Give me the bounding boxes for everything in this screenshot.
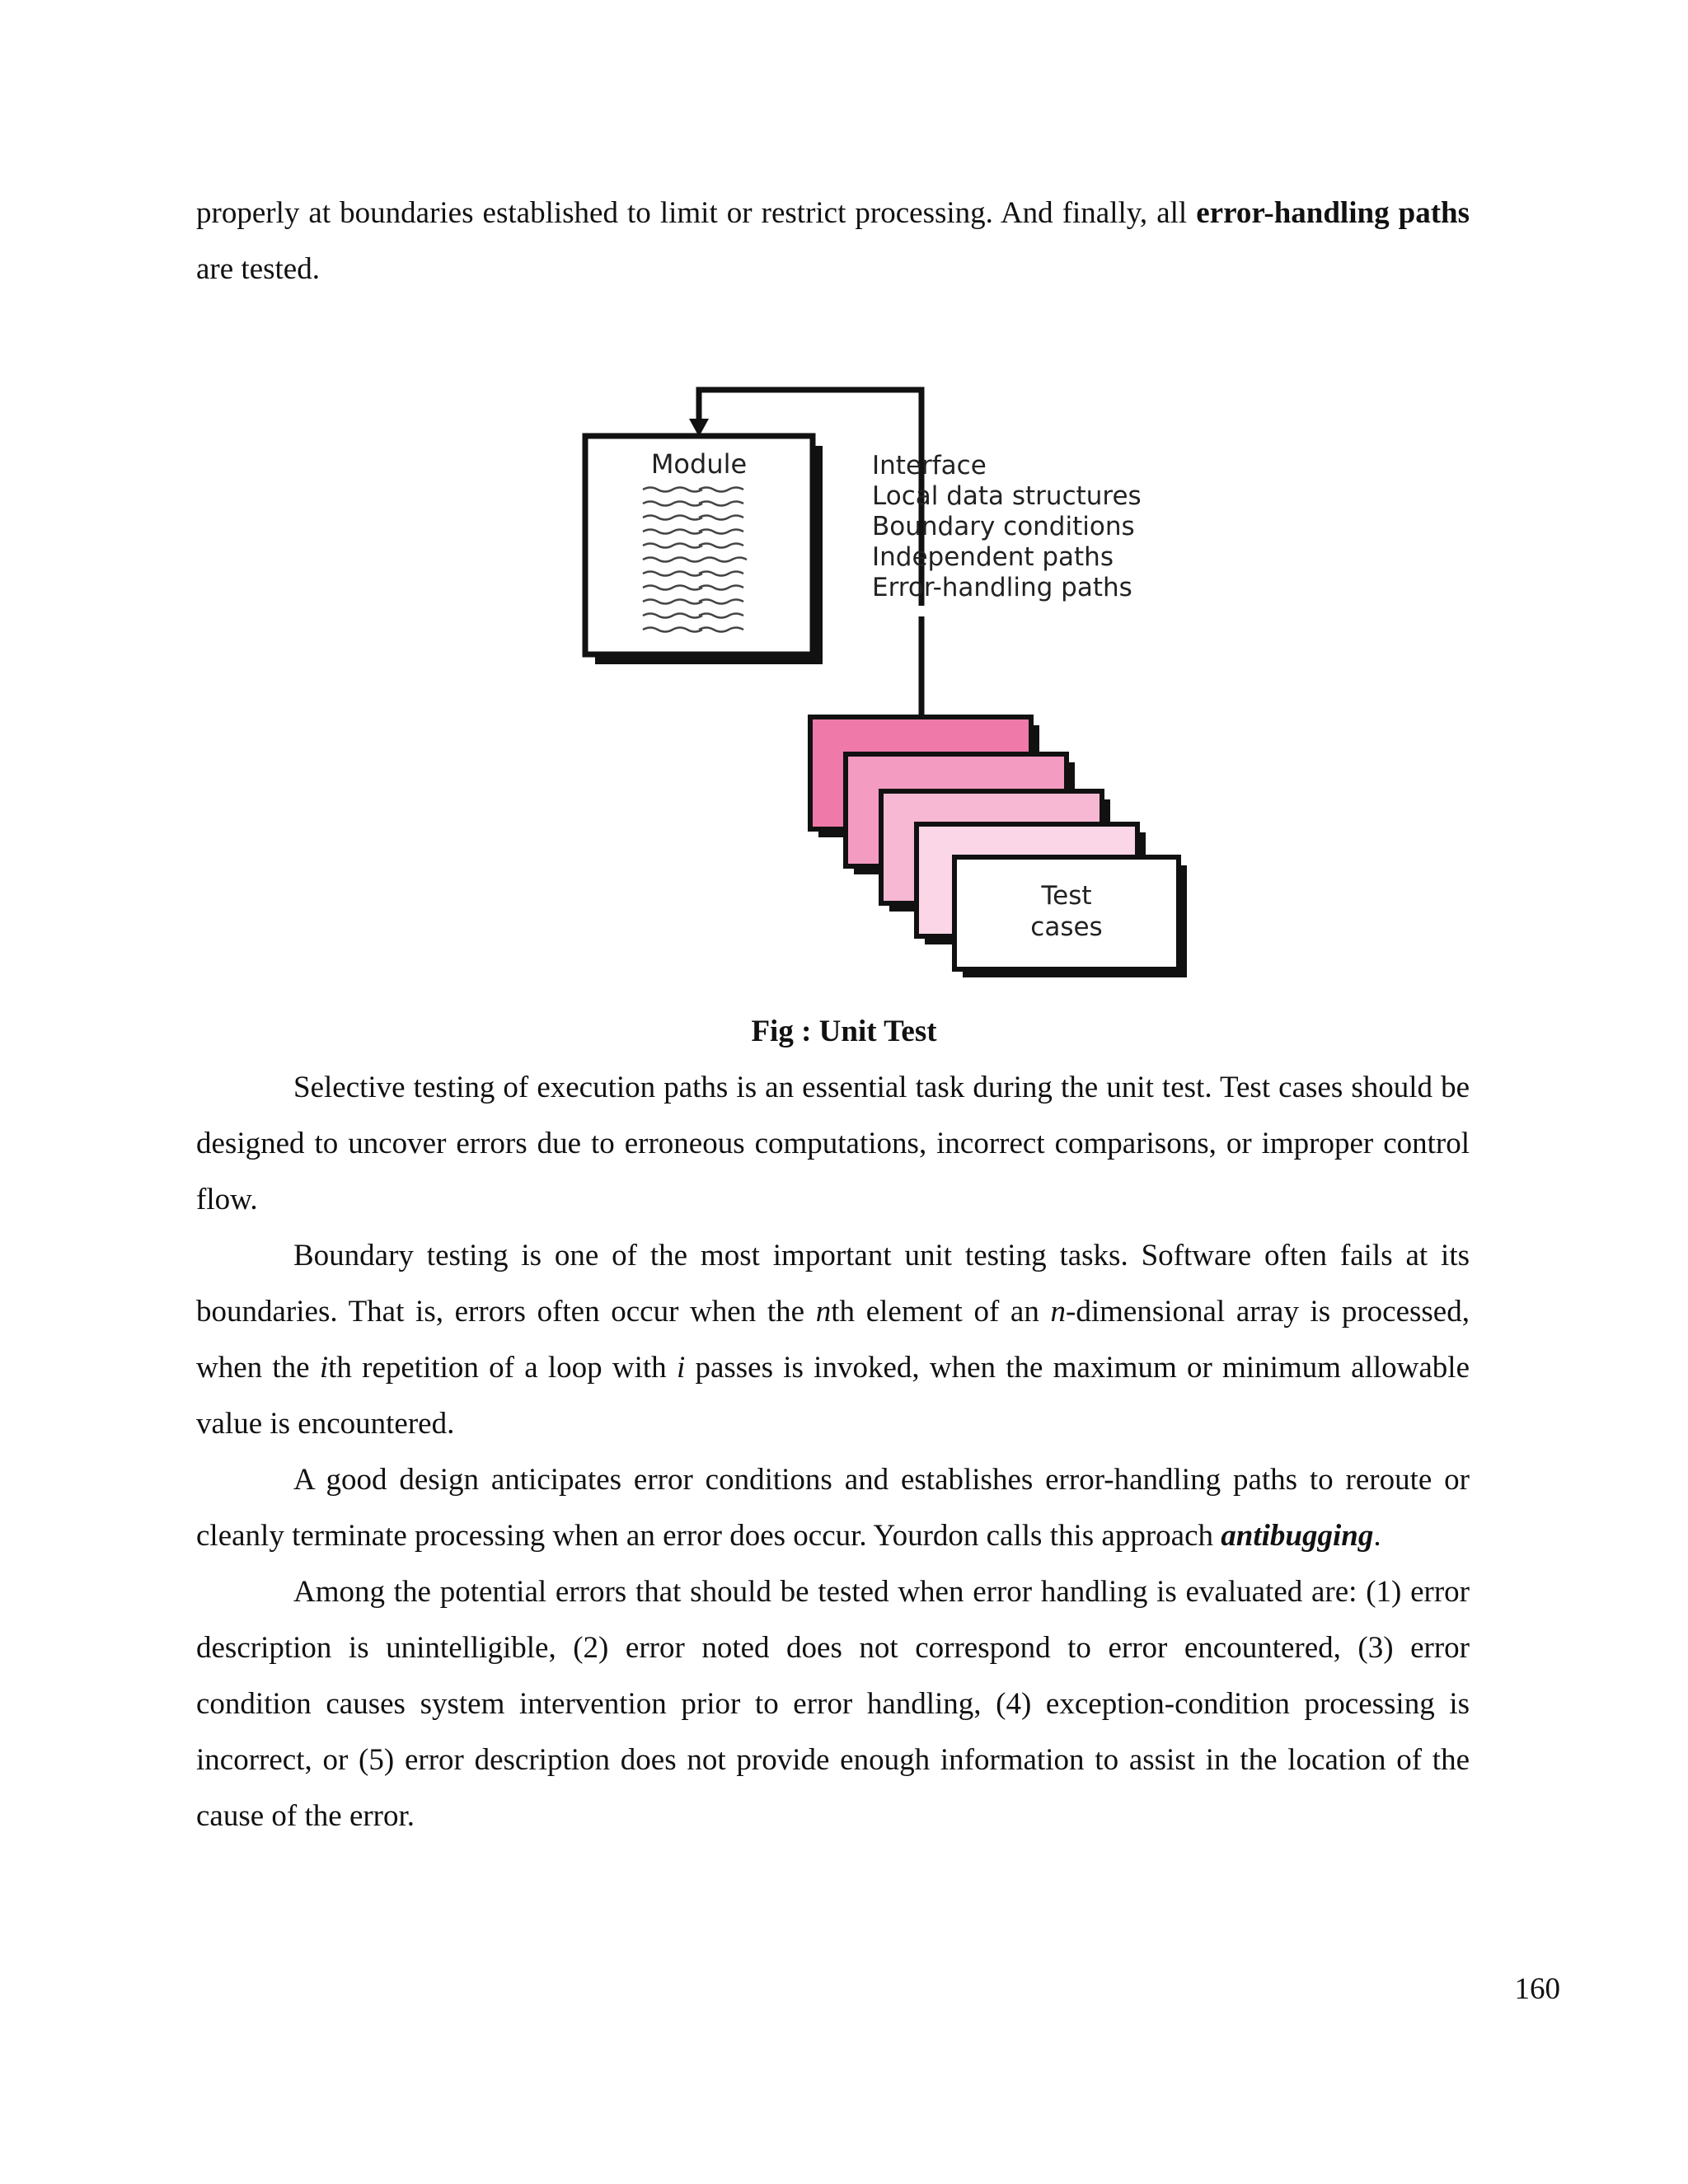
checklist-item: Boundary conditions — [872, 512, 1135, 541]
line-gap — [907, 606, 936, 618]
checklist-item: Local data structures — [872, 481, 1142, 511]
test-cases-label-line1: Test — [1041, 881, 1092, 911]
paragraph-boundary-testing: Boundary testing is one of the most important unit testing tasks. Software often fails at its boundaries. That is, errors often occur when the nth element of an n-dimensional array is processed, when the ith repetition of a loop with i passes is invoked, when the maximum or minimum allowable value is encountered. — [196, 1239, 1470, 1441]
page-number: 160 — [1514, 1972, 1560, 2006]
paragraph-error-list: Among the potential errors that should be tested when error handling is evaluated are: (1) error description is unintelligible, (2) error noted does not correspond to error encountered, (3) error condition causes system intervention prior to error handling, (4) exception-condition processing is incorrect, or (5) error description does not provide enough information to assist in the location of the cause of the error. — [196, 1575, 1470, 1833]
top-paragraph-text: properly at boundaries established to limit or restrict processing. And finally, all — [196, 196, 1197, 230]
test-checklist — [872, 451, 1142, 602]
figure-caption: Fig : Unit Test — [751, 1015, 937, 1048]
body-text — [196, 1060, 1470, 1844]
checklist-item: Independent paths — [872, 542, 1114, 572]
test-cases-label-line2: cases — [1030, 912, 1103, 942]
module-label: Module — [650, 448, 748, 480]
top-paragraph-bold-term: error-handling paths — [1196, 196, 1470, 230]
test-case-stack — [810, 616, 1187, 977]
antibugging-term: antibugging — [1221, 1519, 1374, 1553]
paragraph-antibugging: A good design anticipates error conditions and establishes error-handling paths to reroute or cleanly terminate processing when an error does occur. Yourdon calls this approach antibugging. — [196, 1463, 1470, 1553]
unit-test-diagram — [0, 0, 1688, 989]
checklist-item: Error-handling paths — [872, 573, 1132, 602]
checklist-item: Interface — [872, 451, 987, 480]
paragraph-selective-testing: Selective testing of execution paths is an essential task during the unit test. Test cases should be designed to uncover errors due to erroneous computations, incorrect comparisons, or improper control flow. — [196, 1071, 1470, 1216]
top-paragraph-end: are tested. — [196, 252, 320, 286]
